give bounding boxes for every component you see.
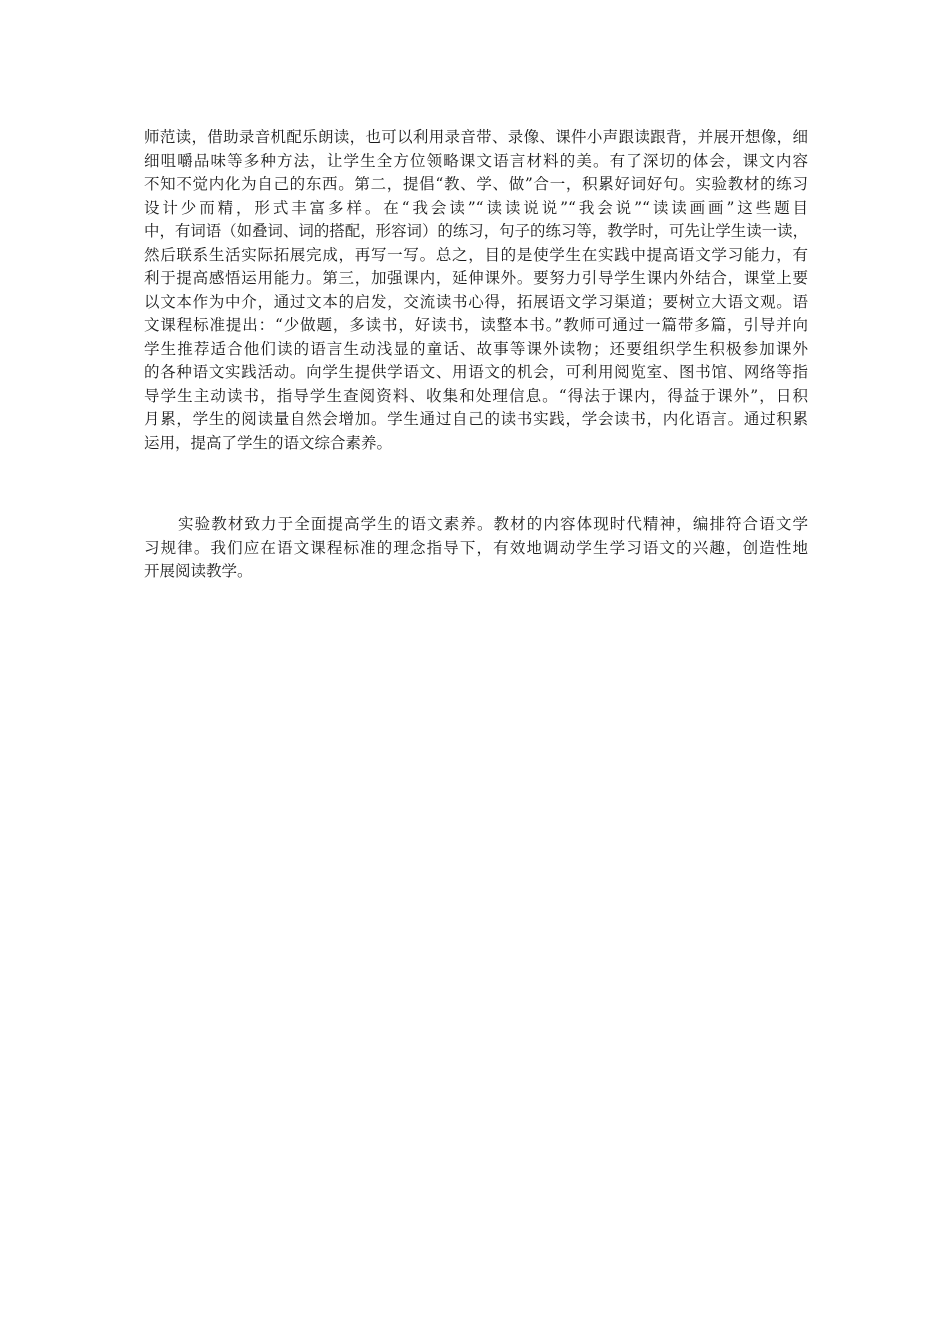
paragraph-line: 学生推荐适合他们读的语言生动浅显的童话、故事等课外读物；还要组织学生积极参加课外 (144, 339, 808, 358)
paragraph-line: 然后联系生活实际拓展完成，再写一写。总之，目的是使学生在实践中提高语文学习能力，有 (144, 245, 808, 264)
paragraph-line: 实验教材致力于全面提高学生的语文素养。教材的内容体现时代精神，编排符合语文学 (178, 515, 808, 533)
paragraph-line: 月累，学生的阅读量自然会增加。学生通过自己的读书实践，学会读书，内化语言。通过积累 (144, 410, 808, 428)
paragraph-line: 设计少而精，形式丰富多样。在“我会读”“读读说说”“我会说”“读读画画”这些题目 (144, 198, 808, 217)
paragraph-line: 的各种语文实践活动。向学生提供学语文、用语文的机会，可利用阅览室、图书馆、网络等指 (144, 363, 808, 381)
paragraph-line: 开展阅读教学。 (144, 562, 253, 580)
paragraph-line: 导学生主动读书，指导学生查阅资料、收集和处理信息。“得法于课内，得益于课外”，日积 (144, 386, 808, 405)
paragraph-line: 运用，提高了学生的语文综合素养。 (144, 433, 393, 452)
body-paragraph-1 (144, 126, 808, 455)
body-paragraph-2 (144, 513, 808, 584)
paragraph-line: 习规律。我们应在语文课程标准的理念指导下，有效地调动学生学习语文的兴趣，创造性地 (144, 538, 808, 557)
paragraph-line: 细咀嚼品味等多种方法，让学生全方位领略课文语言材料的美。有了深切的体会，课文内容 (144, 151, 808, 170)
paragraph-line: 中，有词语（如叠词、词的搭配，形容词）的练习，句子的练习等，教学时，可先让学生读一读， (144, 222, 808, 240)
paragraph-line: 不知不觉内化为自己的东西。第二，提倡“教、学、做”合一，积累好词好句。实验教材的练习 (144, 175, 808, 193)
paragraph-line: 师范读，借助录音机配乐朗读，也可以利用录音带、录像、课件小声跟读跟背，并展开想像，细 (144, 128, 808, 146)
paragraph-line: 以文本作为中介，通过文本的启发，交流读书心得，拓展语文学习渠道；要树立大语文观。语 (144, 292, 808, 311)
paragraph-line: 利于提高感悟运用能力。第三，加强课内，延伸课外。要努力引导学生课内外结合，课堂上要 (144, 269, 808, 287)
paragraph-line: 文课程标准提出：“少做题，多读书，好读书，读整本书。”教师可通过一篇带多篇，引导并向 (144, 316, 808, 334)
